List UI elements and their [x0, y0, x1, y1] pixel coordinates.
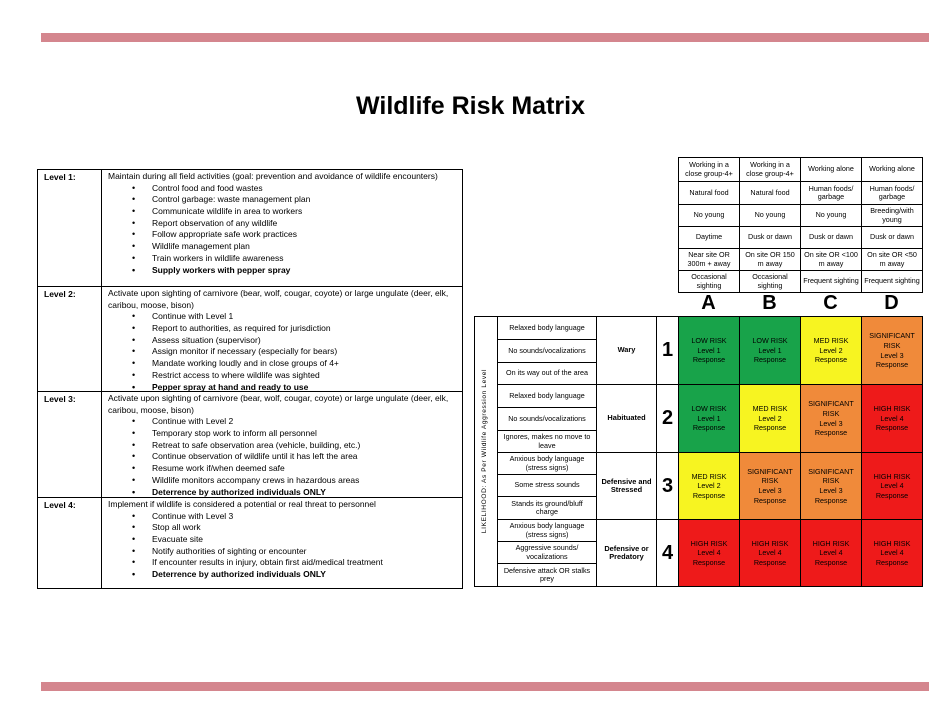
condition-cell: No young [739, 204, 801, 227]
level-action-item: • Pepper spray at hand and ready to use [108, 382, 458, 394]
level-action-item: • Wildlife monitors accompany crews in hazardous areas [108, 475, 458, 487]
risk-cell-risk: HIGH RISK [751, 538, 789, 548]
condition-cell: Working alone [800, 157, 862, 182]
level-description: Activate upon sighting of carnivore (bear, wolf, cougar, coyote) or large ungulate (deer, elk, caribou, moose, bison) [108, 393, 449, 415]
level-action-item: • Deterrence by authorized individuals ONLY [108, 487, 458, 499]
level-action-item: • Assign monitor if necessary (especially for bears) [108, 346, 458, 358]
top-accent-band [41, 33, 929, 42]
risk-cell [800, 519, 862, 587]
condition-cell: Breeding/with young [861, 204, 923, 227]
condition-cell: No young [800, 204, 862, 227]
risk-cell-risk: MED RISK [752, 404, 788, 414]
condition-cell: No young [678, 204, 740, 227]
risk-cell-risk: HIGH RISK [873, 404, 911, 414]
level-action-item: • Notify authorities of sighting or encounter [108, 546, 458, 558]
condition-cell: Dusk or dawn [861, 226, 923, 249]
risk-cell-risk: LOW RISK [691, 336, 727, 346]
column-letter: C [823, 292, 838, 314]
behaviour-cell: Anxious body language (stress signs) [497, 452, 597, 475]
condition-cell: On site OR 150 m away [739, 248, 801, 271]
level-action-item: • Continue with Level 1 [108, 311, 458, 323]
bottom-accent-band [41, 682, 929, 691]
aggression-group-cell: Defensive and Stressed [596, 452, 657, 520]
risk-cell-level: Level 1 [758, 345, 782, 355]
likelihood-number: 1 [656, 316, 679, 385]
risk-cell-level: Level 4 [880, 481, 904, 491]
behaviour-cell: Some stress sounds [497, 474, 597, 497]
risk-cell [739, 384, 801, 453]
level-action-item: • Train workers in wildlife awareness [108, 253, 458, 265]
risk-cell-risk: HIGH RISK [873, 471, 911, 481]
behaviour-cell: Ignores, makes no move to leave [497, 430, 597, 453]
risk-cell-risk: LOW RISK [691, 404, 727, 414]
level-action-list [108, 511, 458, 581]
level-action-item: • Temporary stop work to inform all personnel [108, 428, 458, 440]
risk-cell [678, 316, 740, 385]
risk-cell-level: Level 3 [880, 350, 904, 360]
likelihood-number: 4 [656, 519, 679, 587]
column-letter: A [701, 292, 716, 314]
aggression-group-cell: Habituated [596, 384, 657, 453]
risk-cell-level: Level 1 [697, 413, 721, 423]
page-title: Wildlife Risk Matrix [356, 92, 585, 120]
response-levels-table [37, 169, 463, 589]
level-row [38, 170, 462, 287]
level-action-item: • Wildlife management plan [108, 241, 458, 253]
risk-cell [739, 316, 801, 385]
condition-cell: Human foods/ garbage [800, 181, 862, 205]
risk-cell-risk: SIGNIFICANT RISK [808, 399, 854, 418]
column-letter: D [884, 292, 899, 314]
risk-cell-response: Response [814, 355, 848, 365]
risk-cell-response: Response [692, 355, 726, 365]
risk-cell [739, 452, 801, 520]
risk-cell-level: Level 4 [758, 548, 782, 558]
risk-cell [800, 452, 862, 520]
risk-cell-response: Response [753, 557, 787, 567]
risk-cell-level: Level 4 [880, 548, 904, 558]
risk-cell-risk: MED RISK [813, 336, 849, 346]
behaviour-cell: Anxious body language (stress signs) [497, 519, 597, 542]
risk-cell-risk: MED RISK [691, 471, 727, 481]
level-action-item: • Resume work if/when deemed safe [108, 463, 458, 475]
condition-cell: Working alone [861, 157, 923, 182]
level-name: Level 1: [38, 170, 102, 286]
condition-cell: Working in a close group-4+ [739, 157, 801, 182]
risk-cell-level: Level 3 [819, 418, 843, 428]
behaviour-cell: Defensive attack OR stalks prey [497, 563, 597, 587]
risk-cell-response: Response [875, 490, 909, 500]
risk-cell [800, 316, 862, 385]
condition-cell: On site OR <100 m away [800, 248, 862, 271]
risk-cell [678, 452, 740, 520]
risk-cell-response: Response [875, 423, 909, 433]
risk-cell-response: Response [814, 495, 848, 505]
risk-cell-level: Level 4 [880, 413, 904, 423]
condition-cell: Dusk or dawn [800, 226, 862, 249]
level-row [38, 392, 462, 498]
level-action-item: • Deterrence by authorized individuals ONLY [108, 569, 458, 581]
likelihood-number: 2 [656, 384, 679, 453]
risk-cell-response: Response [814, 428, 848, 438]
risk-cell [678, 384, 740, 453]
condition-cell: Occasional sighting [678, 270, 740, 293]
aggression-group-cell: Wary [596, 316, 657, 385]
level-row [38, 287, 462, 392]
level-row [38, 498, 462, 588]
behaviour-cell: Relaxed body language [497, 316, 597, 340]
level-action-list [108, 416, 458, 498]
risk-cell [800, 384, 862, 453]
risk-cell-level: Level 1 [697, 345, 721, 355]
risk-cell-level: Level 2 [697, 481, 721, 491]
risk-cell-risk: HIGH RISK [690, 538, 728, 548]
risk-cell-risk: LOW RISK [752, 336, 788, 346]
condition-cell: Working in a close group-4+ [678, 157, 740, 182]
behaviour-cell: Aggressive sounds/ vocalizations [497, 541, 597, 564]
condition-cell: Dusk or dawn [739, 226, 801, 249]
risk-cell-response: Response [753, 495, 787, 505]
condition-cell: Natural food [739, 181, 801, 205]
level-action-item: • Supply workers with pepper spray [108, 265, 458, 277]
column-letter: B [762, 292, 777, 314]
level-action-item: • Follow appropriate safe work practices [108, 229, 458, 241]
level-action-item: • Report to authorities, as required for jurisdiction [108, 323, 458, 335]
level-action-item: • Control garbage: waste management plan [108, 194, 458, 206]
likelihood-axis-label: LIKELIHOOD: As Per Wildlife Aggression Level [481, 368, 488, 534]
level-action-item: • Continue with Level 2 [108, 416, 458, 428]
risk-cell-response: Response [875, 557, 909, 567]
risk-cell-level: Level 3 [758, 486, 782, 495]
risk-cell-level: Level 3 [819, 486, 843, 495]
behaviour-cell: No sounds/vocalizations [497, 339, 597, 363]
risk-cell-level: Level 2 [819, 345, 843, 355]
condition-cell: Frequent sighting [861, 270, 923, 293]
condition-cell: Occasional sighting [739, 270, 801, 293]
risk-cell-risk: HIGH RISK [812, 538, 850, 548]
level-description: Implement if wildlife is considered a potential or real threat to personnel [108, 499, 376, 509]
behaviour-cell: No sounds/vocalizations [497, 407, 597, 431]
risk-cell-risk: HIGH RISK [873, 538, 911, 548]
level-action-item: • Continue with Level 3 [108, 511, 458, 523]
risk-cell-response: Response [814, 557, 848, 567]
risk-cell [678, 519, 740, 587]
level-action-list [108, 183, 458, 277]
level-description: Maintain during all field activities (goal: prevention and avoidance of wildlife encounters) [108, 171, 438, 181]
level-name: Level 4: [38, 498, 102, 588]
risk-cell [739, 519, 801, 587]
risk-cell-response: Response [875, 360, 909, 370]
level-action-item: • If encounter results in injury, obtain first aid/medical treatment [108, 557, 458, 569]
condition-cell: Frequent sighting [800, 270, 862, 293]
condition-cell: Near site OR 300m + away [678, 248, 740, 271]
condition-cell: Human foods/ garbage [861, 181, 923, 205]
level-action-item: • Retreat to safe observation area (vehicle, building, etc.) [108, 440, 458, 452]
risk-cell-risk: SIGNIFICANT RISK [747, 466, 793, 486]
level-action-item: • Report observation of any wildlife [108, 218, 458, 230]
level-action-item: • Communicate wildlife in area to workers [108, 206, 458, 218]
level-action-list [108, 311, 458, 393]
level-name: Level 2: [38, 287, 102, 391]
behaviour-cell: Stands its ground/bluff charge [497, 496, 597, 520]
condition-cell: Daytime [678, 226, 740, 249]
behaviour-cell: On its way out of the area [497, 362, 597, 385]
risk-cell-risk: SIGNIFICANT RISK [808, 466, 854, 486]
risk-cell [861, 452, 923, 520]
level-action-item: • Evacuate site [108, 534, 458, 546]
risk-cell-level: Level 2 [758, 413, 782, 423]
level-description: Activate upon sighting of carnivore (bear, wolf, cougar, coyote) or large ungulate (deer, elk, caribou, moose, bison) [108, 288, 449, 310]
risk-cell [861, 519, 923, 587]
likelihood-number: 3 [656, 452, 679, 520]
risk-cell-risk: SIGNIFICANT RISK [869, 331, 915, 350]
condition-cell: On site OR <50 m away [861, 248, 923, 271]
aggression-group-cell: Defensive or Predatory [596, 519, 657, 587]
risk-cell-response: Response [753, 423, 787, 433]
risk-cell [861, 384, 923, 453]
level-action-item: • Restrict access to where wildlife was sighted [108, 370, 458, 382]
level-name: Level 3: [38, 392, 102, 497]
condition-cell: Natural food [678, 181, 740, 205]
risk-cell-response: Response [692, 490, 726, 500]
risk-cell [861, 316, 923, 385]
behaviour-cell: Relaxed body language [497, 384, 597, 408]
level-action-item: • Stop all work [108, 522, 458, 534]
level-action-item: • Mandate working loudly and in close groups of 4+ [108, 358, 458, 370]
risk-cell-level: Level 4 [697, 548, 721, 558]
level-action-item: • Control food and food wastes [108, 183, 458, 195]
risk-cell-level: Level 4 [819, 548, 843, 558]
level-action-item: • Assess situation (supervisor) [108, 335, 458, 347]
risk-cell-response: Response [692, 423, 726, 433]
risk-cell-response: Response [753, 355, 787, 365]
level-action-item: • Continue observation of wildlife until it has left the area [108, 451, 458, 463]
risk-cell-response: Response [692, 557, 726, 567]
